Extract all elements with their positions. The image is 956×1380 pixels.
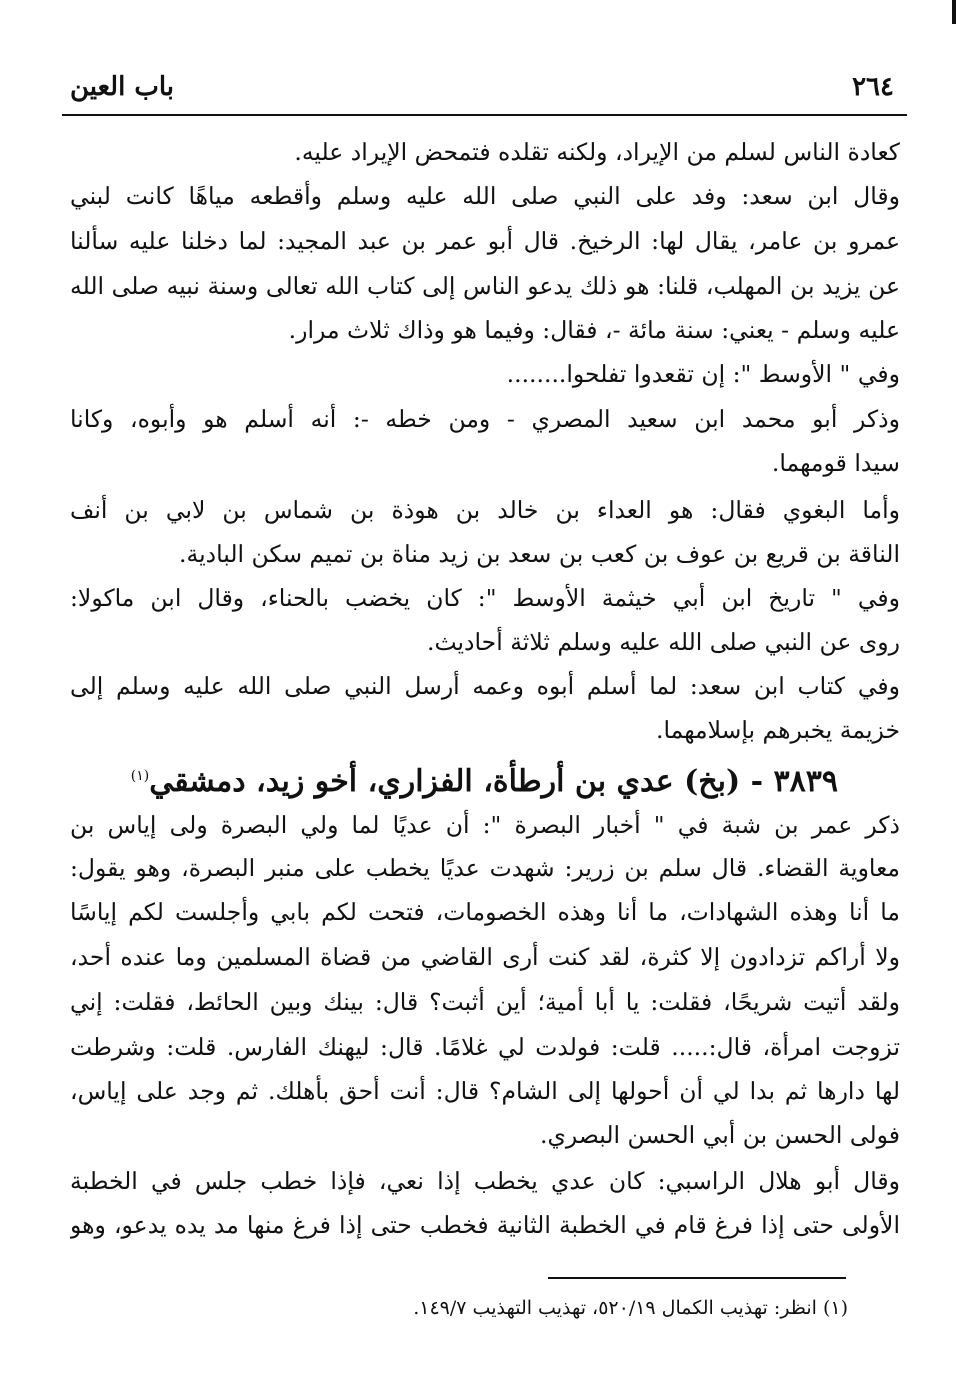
entry-line: ذكر عمر بن شبة في " أخبار البصرة ": أن عديًا لما ولي البصرة ولى إياس بن xyxy=(70,811,900,839)
body-line: كعادة الناس لسلم من الإيراد، ولكنه تقلده فتمحض الإيراد عليه. xyxy=(294,138,900,166)
entry-line: لها دارها ثم بدا لي أن أحولها إلى الشام؟ قال: أنت أحق بأهلك. ثم وجد على إياس، xyxy=(70,1077,900,1105)
running-header xyxy=(60,70,906,110)
entry-line: ما أنا وهذه الشهادات، ما أنا وهذه الخصومات، فتحت لكم بابي وأجلست لكم إياسًا xyxy=(70,898,900,926)
corner-mark xyxy=(952,0,956,24)
body-line: وذكر أبو محمد ابن سعيد المصري - ومن خطه -: أنه أسلم هو وأبوه، وكانا xyxy=(70,405,900,433)
body-line: عمرو بن عامر، يقال لها: الرخيخ. قال أبو عمر بن عبد المجيد: لما دخلنا عليه سألنا xyxy=(70,227,900,255)
footnote: (١) انظر: تهذيب الكمال ٥٢٠/١٩، تهذيب التهذيب ١٤٩/٧. xyxy=(413,1297,848,1319)
entry-line: تزوجت امرأة، قال:..... قلت: فولدت لي غلامًا. قال: ليهنك الفارس. قلت: وشرطت xyxy=(70,1033,900,1061)
entry-line: معاوية القضاء. قال سلم بن زرير: شهدت عديًا يخطب على منبر البصرة، وهو يقول: xyxy=(70,854,900,882)
body-line: وأما البغوي فقال: هو العداء بن خالد بن هوذة بن شماس بن لابي بن أنف xyxy=(70,496,900,524)
body-line: خزيمة يخبرهم بإسلامهما. xyxy=(655,716,900,744)
entry-line: ولقد أتيت شريحًا، فقلت: يا أبا أمية؛ أين أثبت؟ قال: بينك وبين الحائط، فقلت: إني xyxy=(70,988,900,1016)
body-line: وفي كتاب ابن سعد: لما أسلم أبوه وعمه أرسل النبي صلى الله عليه وسلم إلى xyxy=(70,672,900,700)
entry-line: ولا أراكم تزدادون إلا كثرة، لقد كنت أرى القاضي من قضاة المسلمين وما عنده أحد، xyxy=(70,943,900,971)
entry-heading-text: ٣٨٣٩ - (بخ) عدي بن أرطأة، الفزاري، أخو زيد، دمشقي xyxy=(149,764,838,799)
body-line: عليه وسلم - يعني: سنة مائة -، فقال: وفيما هو وذاك ثلاث مرار. xyxy=(288,316,900,344)
body-line: وفي " الأوسط ": إن تقعدوا تفلحوا........ xyxy=(506,360,900,388)
body-line: وفي " تاريخ ابن أبي خيثمة الأوسط ": كان يخضب بالحناء، وقال ابن ماكولا: xyxy=(70,584,900,612)
chapter-title: باب العين xyxy=(70,72,175,102)
entry-line: فولى الحسن بن أبي الحسن البصري. xyxy=(540,1121,900,1149)
body-line: روى عن النبي صلى الله عليه وسلم ثلاثة أحاديث. xyxy=(426,628,900,656)
body-line: الناقة بن قريع بن عوف بن كعب بن سعد بن زيد مناة بن تميم سكن البادية. xyxy=(179,540,900,568)
page-number: ٢٦٤ xyxy=(852,72,894,102)
body-line: وقال ابن سعد: وفد على النبي صلى الله عليه وسلم وأقطعه مياهًا كانت لبني xyxy=(70,182,900,210)
entry-heading xyxy=(100,752,838,800)
header-rule xyxy=(62,114,907,116)
body-line: عن يزيد بن المهلب، قلنا: هو ذلك يدعو الناس إلى كتاب الله تعالى وسنة نبيه صلى الله xyxy=(70,272,900,300)
footnote-rule xyxy=(548,1277,846,1279)
entry-line: الأولى حتى إذا فرغ قام في الخطبة الثانية فخطب حتى إذا فرغ منها مد يده يدعو، وهو xyxy=(70,1211,900,1239)
entry-line: وقال أبو هلال الراسبي: كان عدي يخطب إذا نعي، فإذا خطب جلس في الخطبة xyxy=(70,1167,900,1195)
footnote-ref: (١) xyxy=(130,768,150,784)
body-line: سيدا قومهما. xyxy=(771,449,900,477)
